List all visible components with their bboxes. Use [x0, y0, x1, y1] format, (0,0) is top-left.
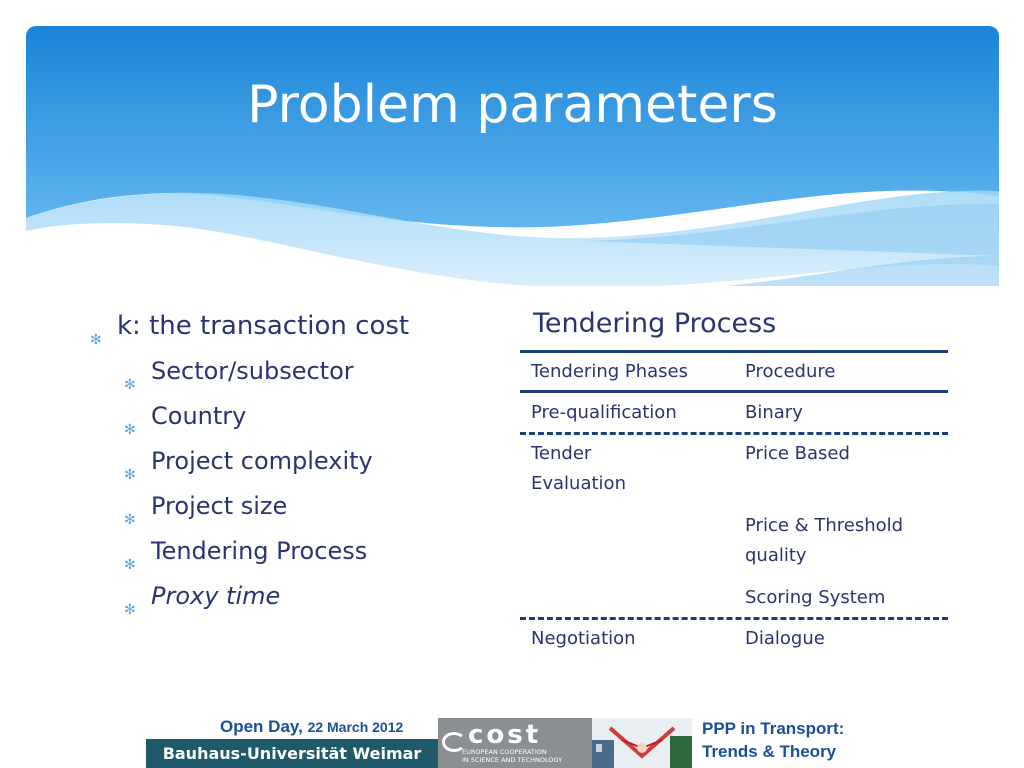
- header-cell: Tendering Phases: [531, 361, 688, 382]
- asterisk-bullet-icon: ✻: [124, 422, 136, 438]
- university-logo: Bauhaus-Universität Weimar: [146, 739, 438, 768]
- table-row: Negotiation Dialogue: [531, 628, 825, 649]
- event-date: 22 March 2012: [307, 719, 404, 735]
- table-row: Pre-qualification Binary: [531, 402, 803, 423]
- asterisk-bullet-icon: ✻: [124, 377, 136, 393]
- asterisk-bullet-icon: ✻: [124, 557, 136, 573]
- slide-title: Problem parameters: [247, 75, 778, 135]
- sub-bullet: ✻ Sector/subsector: [124, 351, 409, 396]
- table-header-rule: [520, 390, 948, 393]
- asterisk-bullet-icon: ✻: [124, 602, 136, 618]
- tendering-heading: Tendering Process: [533, 308, 777, 339]
- handshake-image: [592, 718, 692, 768]
- asterisk-bullet-icon: ✻: [124, 512, 136, 528]
- table-divider: [520, 617, 948, 620]
- sub-bullet: ✻ Proxy time: [124, 576, 409, 621]
- sub-bullet: ✻ Project complexity: [124, 441, 409, 486]
- sub-bullet: ✻ Project size: [124, 486, 409, 531]
- bullet-main: ✻ k: the transaction cost: [90, 306, 409, 351]
- table-header-row: [520, 357, 959, 387]
- asterisk-bullet-icon: ✻: [124, 467, 136, 483]
- table-row: Price & Threshold quality: [745, 515, 904, 566]
- open-day-label: Open Day, 22 March 2012: [220, 717, 404, 736]
- cost-logo: cost EUROPEAN COOPERATION IN SCIENCE AND TECHNOLOGY: [438, 718, 592, 768]
- table-top-rule: [520, 350, 948, 353]
- header-cell: Procedure: [745, 361, 836, 382]
- title-banner: [26, 26, 999, 286]
- table-row: Tender Evaluation Price Based: [531, 443, 850, 494]
- sub-bullet: ✻ Country: [124, 396, 409, 441]
- sub-bullet: ✻ Tendering Process: [124, 531, 409, 576]
- ppp-title: PPP in Transport: Trends & Theory: [702, 719, 845, 761]
- bullet-list: [90, 306, 409, 621]
- table-divider: [520, 432, 948, 435]
- footer: [0, 712, 1024, 768]
- wave-background: [26, 26, 999, 286]
- asterisk-bullet-icon: ✻: [90, 332, 102, 348]
- table-row: Scoring System: [745, 587, 886, 608]
